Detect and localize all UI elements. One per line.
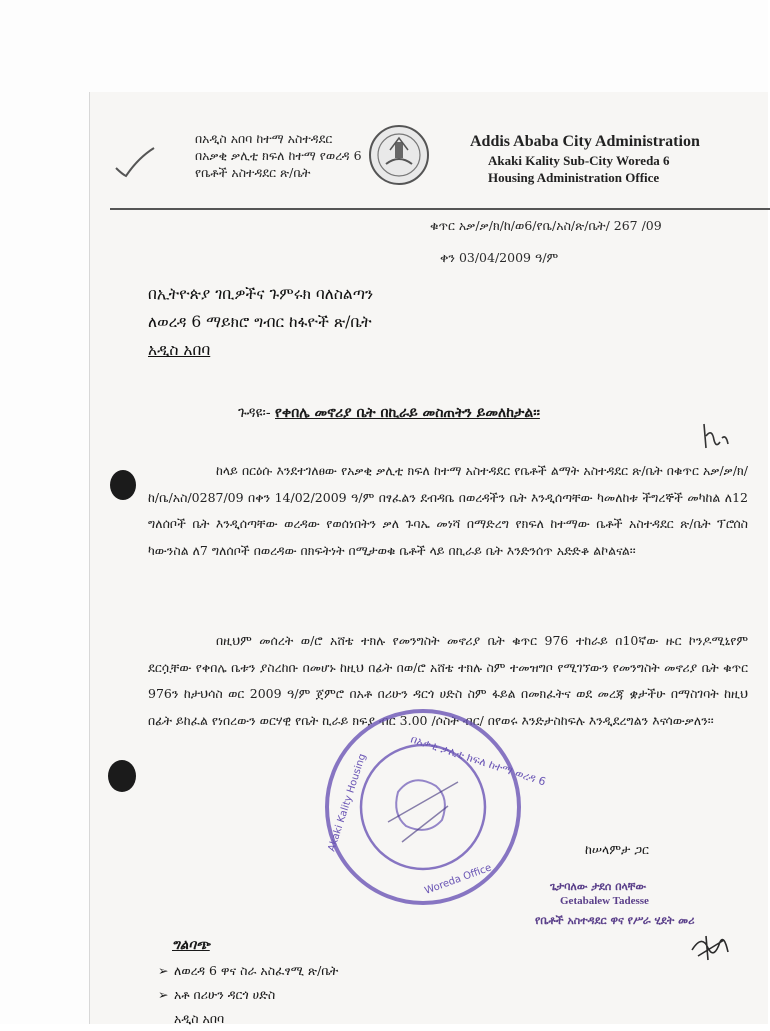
stamp-text-bottom: Woreda Office (423, 862, 494, 897)
punch-hole (108, 760, 136, 792)
date-label: ቀን (440, 250, 455, 265)
closing-salutation: ከሠላምታ ጋር (585, 842, 649, 857)
city-seal-icon (368, 124, 430, 186)
stamp-text-top: በአቃቂ ቃሊቲ ክፍለ ከተማ ወረዳ 6 (409, 732, 548, 789)
signatory-title: የቤቶች አስተዳደር ዋና የሥራ ሂደት መሪ (535, 914, 695, 927)
addressee-line-2: ለወረዳ 6 ማይክሮ ግብር ከፋዮች ጽ/ቤት (148, 313, 372, 331)
cc-title: ግልባጭ (172, 937, 210, 953)
stamp-text-left: Akaki Kality Housing (326, 752, 369, 853)
cc-item-text: አቶ በሪሁን ዳርጎ ሀድስ (174, 987, 276, 1002)
letterhead-english-title: Addis Ababa City Administration (470, 133, 700, 150)
reference-value: አቃ/ቃ/ክ/ከ/ወ6/የቤ/አስ/ጽ/ቤት/ 267 /09 (458, 218, 662, 233)
arrow-bullet-icon: ➢ (158, 987, 169, 1002)
subject-label: ጉዳዩ፡- (238, 405, 271, 421)
punch-hole (110, 470, 136, 500)
cc-list (158, 959, 338, 1031)
letter-page (90, 92, 768, 1024)
body-paragraph-2-text: በዚህም መሰረት ወ/ሮ አሸቴ ተክሉ የመንግስት መኖሪያ ቤት ቁጥር 976 ተከራይ በ10ኛው ዙር ኮንዶሚኒየም ደርሷቸው የቀበሌ ቤቱን ያስረከቡ በመሆኑ ከዚህ በፊት በወ/ሮ አሸቴ ተክሉ ስም ተመዝግቦ የሚገኘውን የመንግስት መኖሪያ ቤት ቁጥር 976ን ከታህሳስ ወር 2009 ዓ/ም ጀምሮ በአቶ በሪሁን ዳርጎ ሀድስ ስም ፋይል በመክፈትና ወደ መረጃ ቋታችሁ በማስገባት ከዚህ በፊት ይከፈል የነበረውን ወርሃዊ የቤት ኪራይ ክፍያ ብር 3.00 /ሶስት ብር/ በየወሩ እንድታስከፍሉ እንዲደረግልን እናሳውቃለን፡፡ (148, 633, 748, 728)
addressee-city: አዲስ አበባ (148, 341, 211, 359)
letterhead-english-sub2: Housing Administration Office (488, 170, 660, 185)
reference-label: ቁጥር (430, 218, 455, 233)
subject-value: የቀበሌ መኖሪያ ቤት በኪራይ መስጠትን ይመለከታል፡፡ (275, 405, 540, 421)
subject-line (238, 405, 540, 421)
arrow-bullet-icon: ➢ (158, 963, 169, 978)
signatory-name-english: Getabalew Tadesse (560, 895, 649, 907)
cc-city: አዲስ አበባ (174, 1011, 225, 1026)
cc-item (158, 983, 338, 1007)
letterhead-amharic-line-1: በአዲስ አበባ ከተማ አስተዳደር (195, 131, 333, 146)
addressee-line-1: በኢትዮጵያ ገቢዎችና ጉምሩክ ባለስልጣን (148, 285, 374, 303)
letterhead-amharic-line-2: በአቃቂ ቃሊቲ ክፍለ ከተማ የወረዳ 6 (195, 148, 362, 163)
letterhead-english-sub1: Akaki Kality Sub-City Woreda 6 (488, 153, 670, 168)
signatory-name (550, 880, 649, 908)
letterhead-amharic-line-3: የቤቶች አስተዳደር ጽ/ቤት (195, 165, 311, 180)
official-stamp-icon (318, 702, 548, 912)
reference-number (430, 218, 662, 234)
letter-date (440, 250, 558, 266)
check-mark-icon (112, 142, 158, 182)
signature-icon (688, 930, 732, 964)
date-value: 03/04/2009 ዓ/ም (458, 250, 559, 265)
body-paragraph-1 (148, 458, 748, 564)
cc-item-text: ለወረዳ 6 ዋና ስራ አስፈፃሚ ጽ/ቤት (174, 963, 339, 978)
cc-item (158, 959, 338, 983)
margin-initial-icon (698, 418, 738, 458)
addressee-block (148, 280, 373, 364)
letterhead-divider (110, 208, 770, 210)
body-paragraph-1-text: ከላይ በርዕሱ እንደተገለፀው የአቃቂ ቃሊቲ ክፍለ ከተማ አስተዳደር የቤቶች ልማት አስተዳደር ጽ/ቤት በቁጥር አቃ/ቃ/ክ/ከ/ቤ/አስ/0287/09 በቀን 14/02/2009 ዓ/ም በፃፈልን ደብዳቤ በወረዳችን ቤት እንዲሰጣቸው ካመለከቱ ችግረኞች መካከል ለ12 ግለሰቦች ቤት እንዲሰጣቸው ወረዳው የወሰነበትን ቃለ ጉባኤ መነሻ በማድረግ የክፍለ ከተማው ቤቶች አስተዳደር ጽ/ቤት ፕሮሰስ ካውንስል ለ7 ግለሰቦች በወረዳው በክፍትነት በሚታወቁ ቤቶች ላይ በኪራይ ቤት እንድንሰጥ አድድቆ ልኮልናል፡፡ (148, 463, 748, 558)
letterhead-english (470, 132, 770, 186)
signatory-name-amharic: ጌታባለው ታደሰ በላቸው (550, 880, 646, 893)
